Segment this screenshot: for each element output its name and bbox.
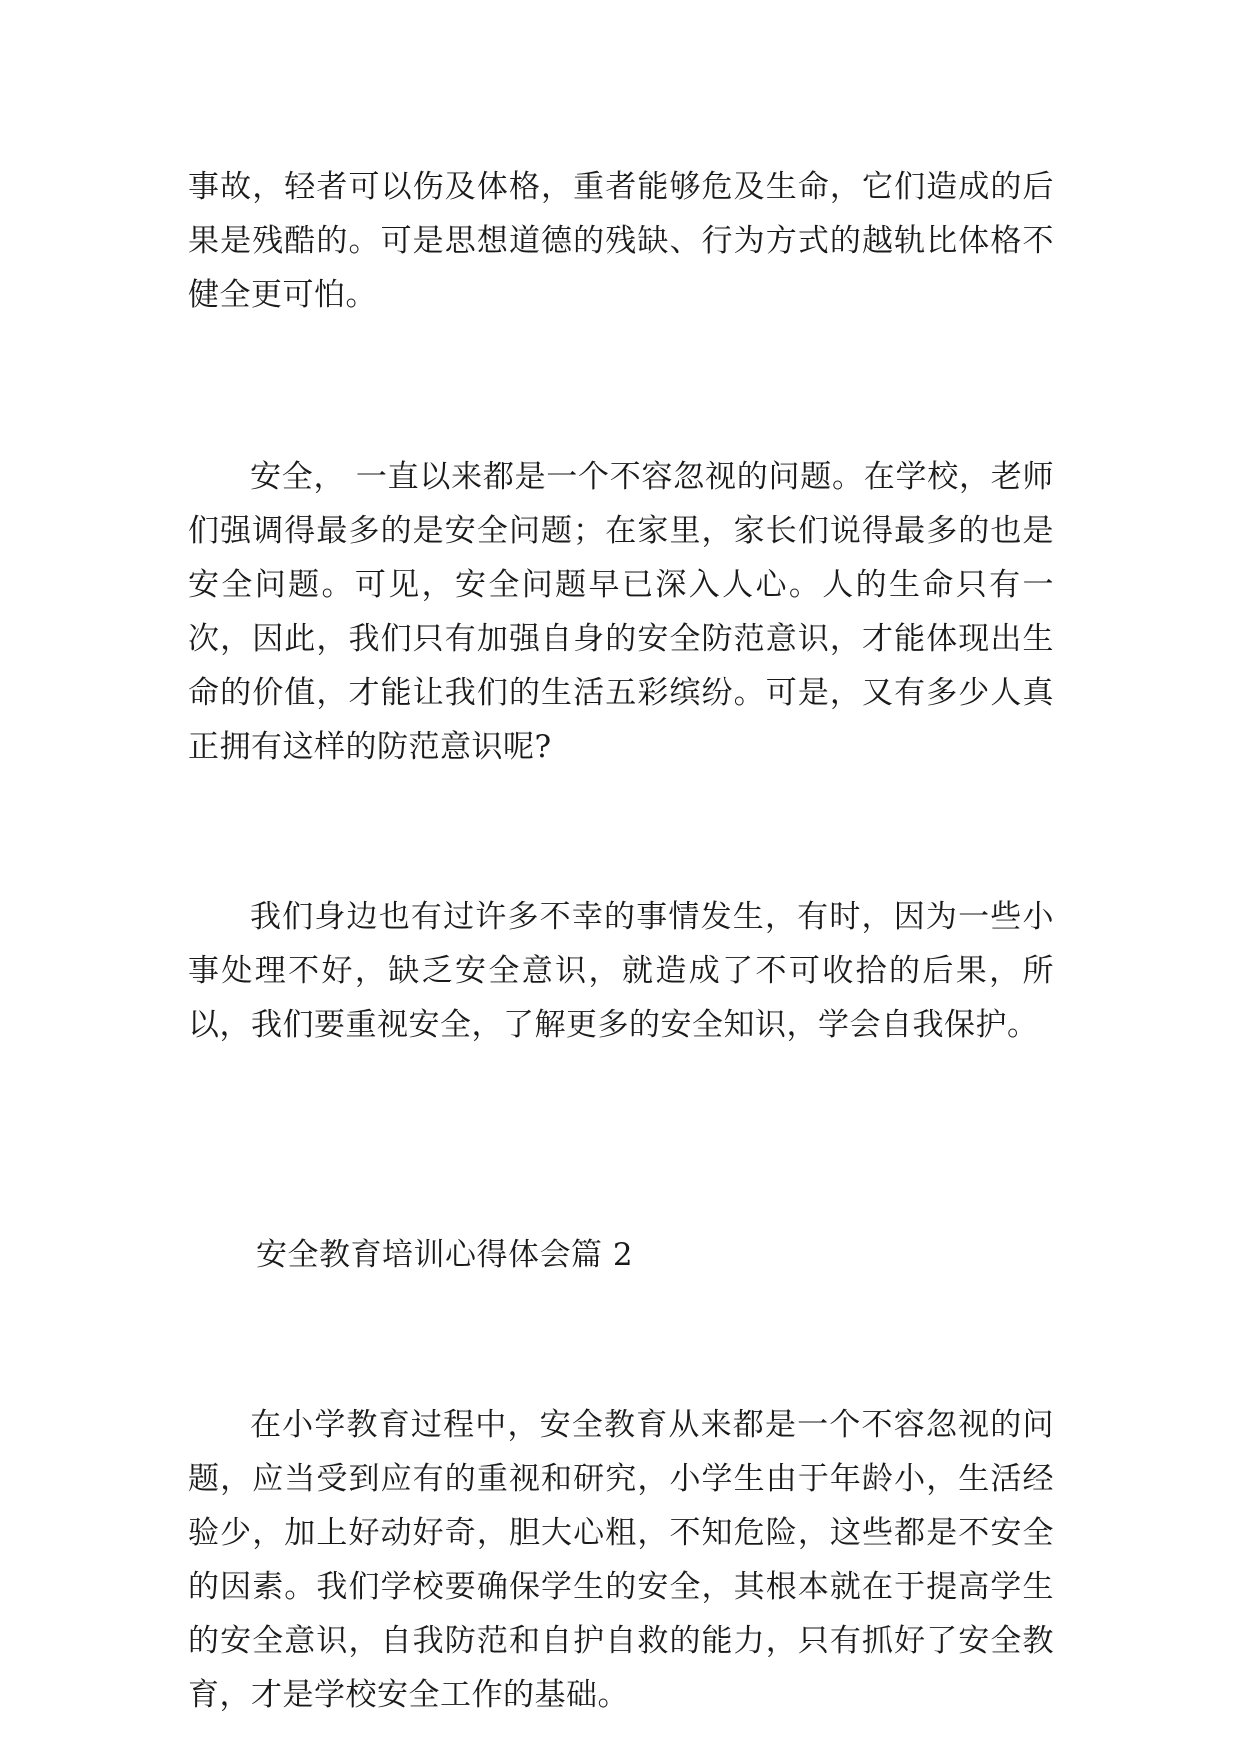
paragraph-3: 我们身边也有过许多不幸的事情发生，有时，因为一些小事处理不好，缺乏安全意识，就造成了不可收拾的后果，所以，我们要重视安全，了解更多的安全知识，学会自我保护。 [188,899,1054,1043]
section-heading: 安全教育培训心得体会篇 2 [256,1237,634,1273]
paragraph-4: 在小学教育过程中，安全教育从来都是一个不容忽视的问题，应当受到应有的重视和研究，小学生由于年龄小，生活经验少，加上好动好奇，胆大心粗，不知危险，这些都是不安全的因素。我们学校要确保学生的安全，其根本就在于提高学生的安全意识，自我防范和自护自救的能力，只有抓好了安全教育，才是学校安全工作的基础。 [188,1407,1054,1713]
paragraph-1: 事故，轻者可以伤及体格，重者能够危及生命，它们造成的后果是残酷的。可是思想道德的残缺、行为方式的越轨比体格不健全更可怕。 [188,169,1054,313]
paragraph-2: 安全， 一直以来都是一个不容忽视的问题。在学校，老师们强调得最多的是安全问题；在家里，家长们说得最多的也是安全问题。可见，安全问题早已深入人心。人的生命只有一次，因此，我们只有加强自身的安全防范意识，才能体现出生命的价值，才能让我们的生活五彩缤纷。可是，又有多少人真正拥有这样的防范意识呢? [188,459,1054,765]
